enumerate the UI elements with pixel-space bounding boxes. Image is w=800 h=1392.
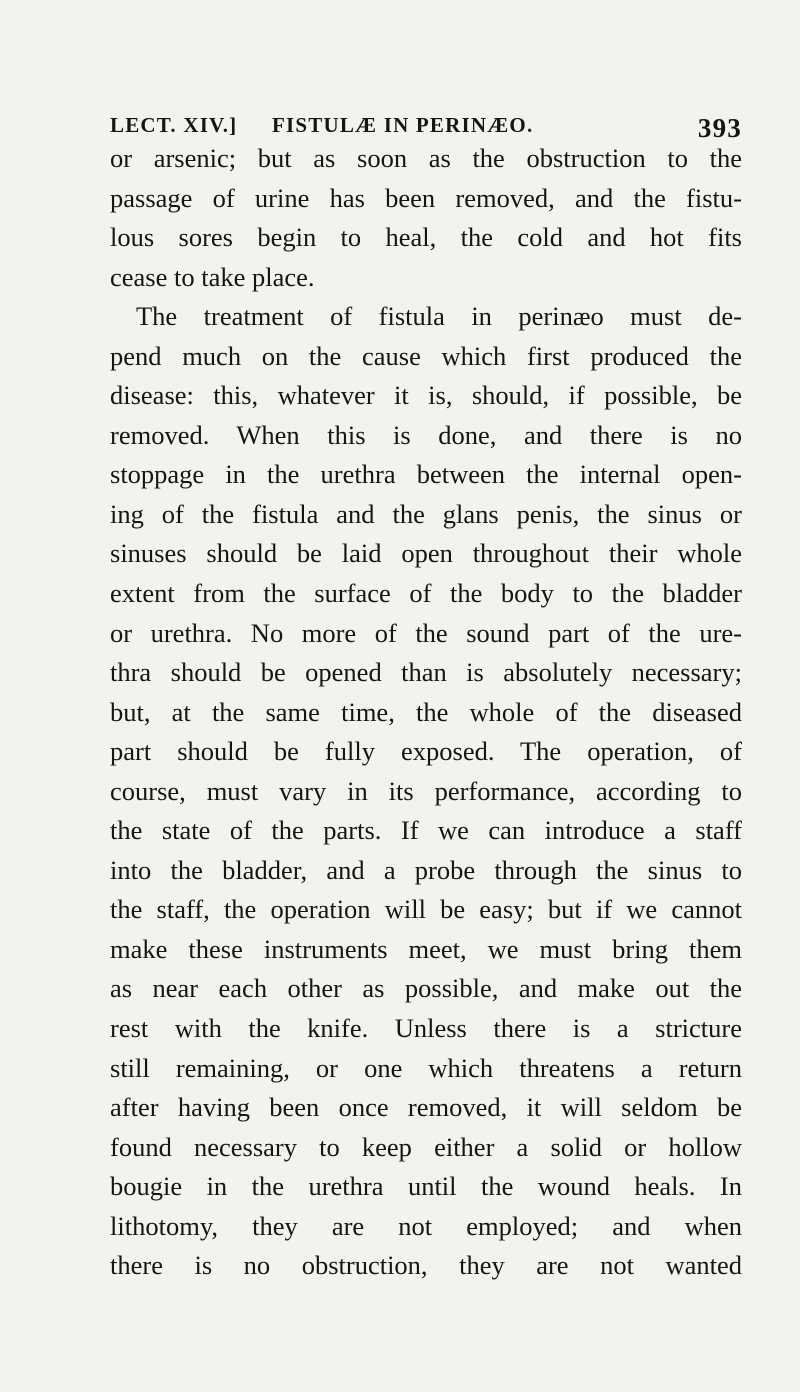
text-line: removed. When this is done, and there is no xyxy=(110,419,742,450)
running-head-lecture: LECT. XIV.] xyxy=(110,113,238,137)
paragraph-start-line: The treatment of fistula in perinæo must de- xyxy=(136,301,742,332)
text-line: pend much on the cause which first produced the xyxy=(110,340,742,371)
text-line: but, at the same time, the whole of the diseased xyxy=(110,696,742,727)
text-line: bougie in the urethra until the wound heals. In xyxy=(110,1171,742,1202)
text-line: still remaining, or one which threatens a return xyxy=(110,1052,742,1083)
text-line: ing of the fistula and the glans penis, the sinus or xyxy=(110,498,742,529)
text-line: lous sores begin to heal, the cold and hot fits xyxy=(110,222,742,253)
text-line: passage of urine has been removed, and the fistu- xyxy=(110,182,742,213)
text-line: sinuses should be laid open throughout their whole xyxy=(110,538,742,569)
text-line: into the bladder, and a probe through the sinus to xyxy=(110,854,742,885)
running-head-title: FISTULÆ IN PERINÆO. xyxy=(272,113,534,137)
text-line: or arsenic; but as soon as the obstruction to the xyxy=(110,143,742,173)
text-line: extent from the surface of the body to the bladder xyxy=(110,578,742,609)
text-line: there is no obstruction, they are not wanted xyxy=(110,1250,742,1281)
text-line: the staff, the operation will be easy; but if we cannot xyxy=(110,894,742,925)
text-line: course, must vary in its performance, according to xyxy=(110,775,742,806)
text-line: cease to take place. xyxy=(110,261,315,292)
page-number: 393 xyxy=(697,113,742,143)
text-line: make these instruments meet, we must bring them xyxy=(110,933,742,964)
text-line: lithotomy, they are not employed; and when xyxy=(110,1210,742,1241)
text-line: the state of the parts. If we can introduce a staff xyxy=(110,815,742,846)
text-line: rest with the knife. Unless there is a stricture xyxy=(110,1013,742,1044)
text-line: after having been once removed, it will seldom be xyxy=(110,1092,742,1123)
body-text xyxy=(110,139,742,1286)
text-line: found necessary to keep either a solid or hollow xyxy=(110,1131,742,1162)
text-line: part should be fully exposed. The operation, of xyxy=(110,736,742,767)
text-line: thra should be opened than is absolutely necessary; xyxy=(110,657,742,688)
text-line: as near each other as possible, and make out the xyxy=(110,973,742,1004)
text-line: stoppage in the urethra between the internal open- xyxy=(110,459,742,490)
text-line: or urethra. No more of the sound part of the ure- xyxy=(110,617,742,648)
text-line: disease: this, whatever it is, should, if possible, be xyxy=(110,380,742,411)
